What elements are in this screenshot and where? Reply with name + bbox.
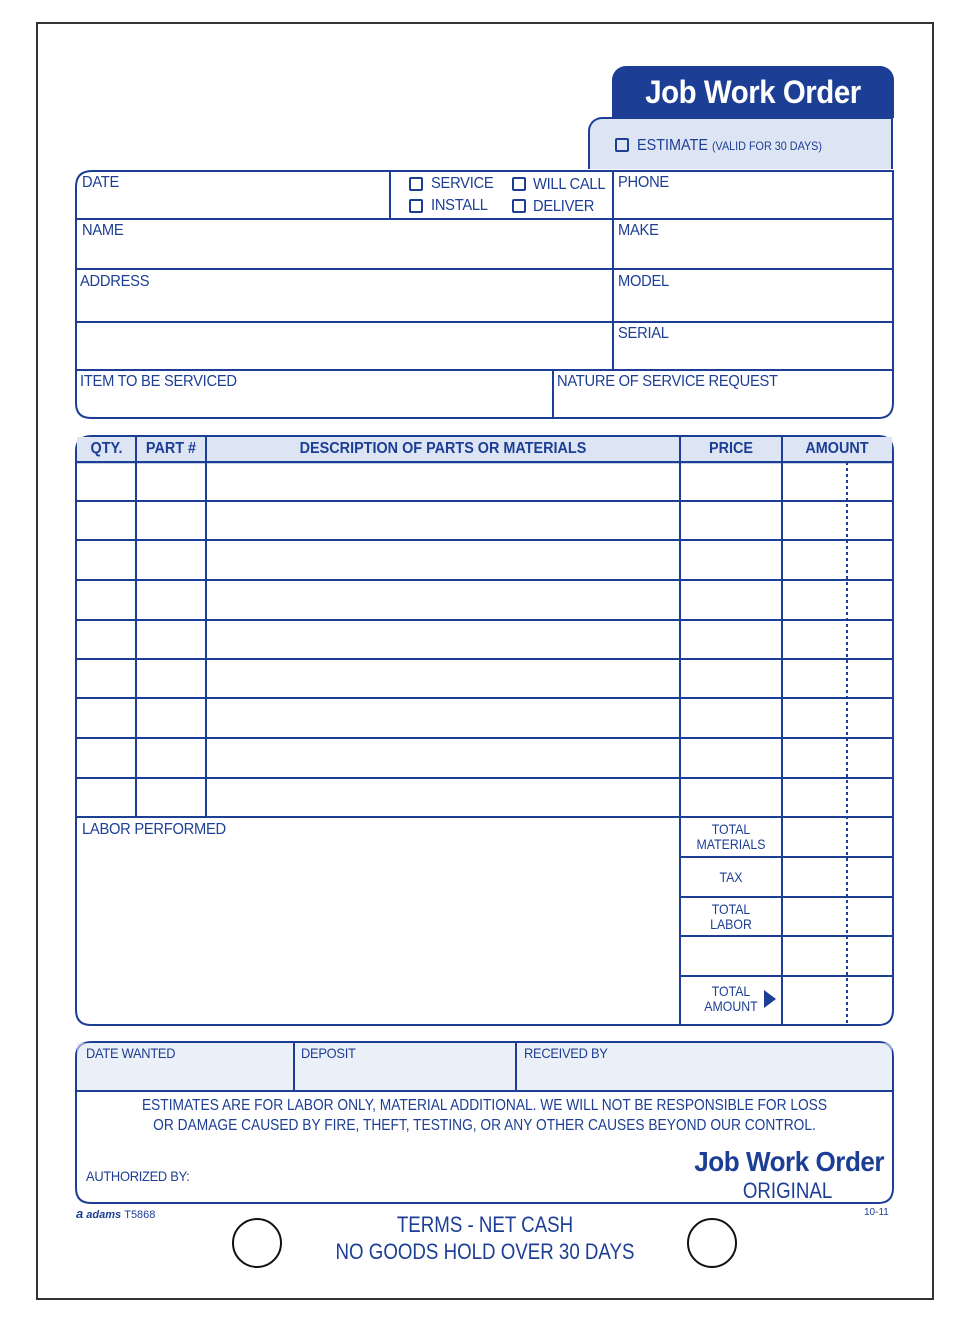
make-label: MAKE bbox=[618, 222, 659, 239]
price-header: PRICE bbox=[708, 440, 754, 457]
service-checkbox[interactable] bbox=[409, 177, 423, 191]
terms-line-1: TERMS - NET CASH bbox=[396, 1212, 574, 1237]
date-field[interactable] bbox=[82, 190, 388, 216]
revision-code: 10-11 bbox=[864, 1207, 889, 1218]
footer-title: Job Work Order bbox=[694, 1146, 884, 1177]
service-label: SERVICE bbox=[431, 175, 494, 192]
labor-performed-field[interactable] bbox=[80, 842, 676, 1020]
tax-label: TAX bbox=[719, 869, 743, 885]
install-label: INSTALL bbox=[431, 197, 488, 214]
date-wanted-label: DATE WANTED bbox=[86, 1045, 176, 1061]
name-label: NAME bbox=[82, 222, 124, 239]
disclaimer-line-2: OR DAMAGE CAUSED BY FIRE, THEFT, TESTING, OR ANY OTHER CAUSES BEYOND OUR CONTROL. bbox=[153, 1117, 816, 1134]
model-label: MODEL bbox=[618, 273, 669, 290]
disclaimer bbox=[77, 1097, 892, 1135]
deposit-label: DEPOSIT bbox=[301, 1045, 356, 1061]
qty-header: QTY. bbox=[90, 440, 123, 457]
disclaimer-line-1: ESTIMATES ARE FOR LABOR ONLY, MATERIAL ADDITIONAL. WE WILL NOT BE RESPONSIBLE FOR LOSS bbox=[141, 1097, 828, 1114]
install-checkbox[interactable] bbox=[409, 199, 423, 213]
estimate-note: (VALID FOR 30 DAYS) bbox=[711, 139, 822, 153]
nature-of-service-label: NATURE OF SERVICE REQUEST bbox=[557, 373, 778, 390]
copy-label bbox=[700, 1178, 876, 1204]
brand-logo-icon: a bbox=[76, 1206, 84, 1221]
amount-header: AMOUNT bbox=[805, 440, 869, 457]
form-number: T5868 bbox=[124, 1209, 156, 1221]
binding-hole-right-icon bbox=[687, 1218, 737, 1268]
deliver-label: DELIVER bbox=[533, 198, 595, 215]
description-header: DESCRIPTION OF PARTS OR MATERIALS bbox=[299, 440, 587, 457]
will-call-checkbox[interactable] bbox=[512, 177, 526, 191]
address-label: ADDRESS bbox=[80, 273, 150, 290]
will-call-label: WILL CALL bbox=[533, 176, 606, 193]
total-labor-label: TOTAL LABOR bbox=[710, 901, 752, 932]
terms-line-2: NO GOODS HOLD OVER 30 DAYS bbox=[335, 1239, 635, 1264]
authorized-by-label: AUTHORIZED BY: bbox=[86, 1168, 190, 1184]
estimate-text: ESTIMATE bbox=[637, 137, 708, 154]
binding-hole-left-icon bbox=[232, 1218, 282, 1268]
item-serviced-label: ITEM TO BE SERVICED bbox=[80, 373, 237, 390]
copy-label-text: ORIGINAL bbox=[743, 1178, 833, 1203]
brand-mark bbox=[76, 1206, 155, 1221]
date-label: DATE bbox=[82, 174, 120, 191]
total-materials-label: TOTAL MATERIALS bbox=[696, 821, 766, 852]
part-number-header: PART # bbox=[145, 440, 197, 457]
total-amount-label: TOTAL AMOUNT bbox=[704, 983, 758, 1014]
labor-performed-label: LABOR PERFORMED bbox=[82, 821, 226, 838]
received-by-label: RECEIVED BY bbox=[524, 1045, 608, 1061]
deliver-checkbox[interactable] bbox=[512, 199, 526, 213]
serial-label: SERIAL bbox=[618, 325, 669, 342]
brand-name: adams bbox=[86, 1209, 122, 1221]
form-title: Job Work Order bbox=[645, 74, 861, 110]
phone-label: PHONE bbox=[618, 174, 669, 191]
